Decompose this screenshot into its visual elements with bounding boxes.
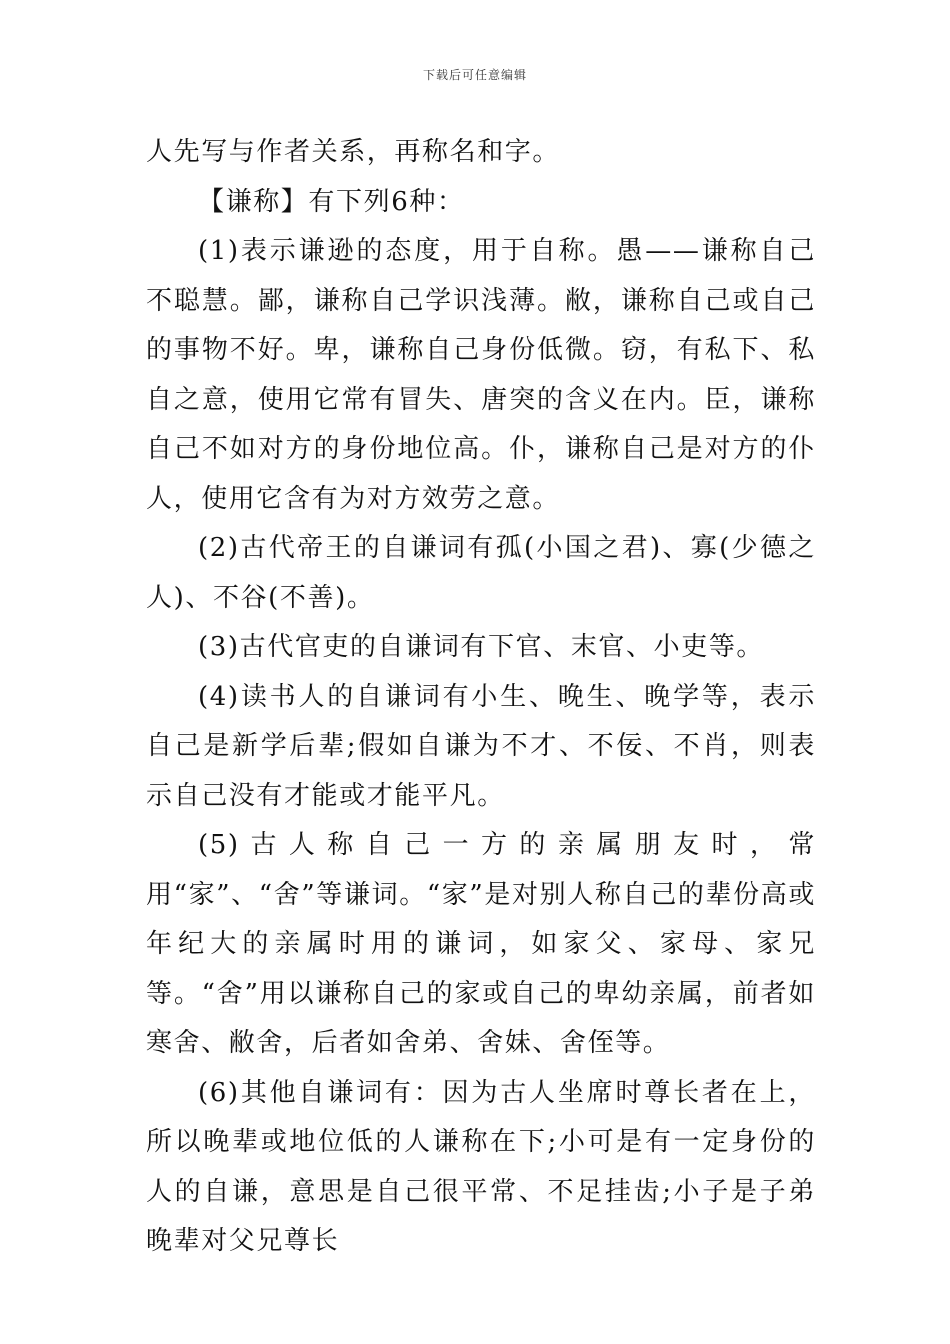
paragraph-item-1: (1)表示谦逊的态度，用于自称。愚——谦称自己不聪慧。鄙，谦称自己学识浅薄。敝，谦称自己或自己的事物不好。卑，谦称自己身份低微。窃，有私下、私自之意，使用它常有冒失、唐突的含义在内。臣，谦称自己不如对方的身份地位高。仆，谦称自己是对方的仆人，使用它含有为对方效劳之意。 — [146, 236, 816, 514]
document-body — [146, 128, 816, 1267]
paragraph-item-3: (3)古代官吏的自谦词有下官、末官、小吏等。 — [198, 632, 765, 662]
paragraph-item-2: (2)古代帝王的自谦词有孤(小国之君)、寡(少德之人)、不谷(不善)。 — [146, 533, 816, 613]
paragraph-continuation: 人先写与作者关系，再称名和字。 — [146, 137, 561, 167]
paragraph-item-6: (6)其他自谦词有：因为古人坐席时尊长者在上，所以晚辈或地位低的人谦称在下;小可是有一定身份的人的自谦，意思是自己很平常、不足挂齿;小子是子弟晚辈对父兄尊长 — [146, 1077, 816, 1256]
paragraph-section-heading: 【谦称】有下列6种： — [198, 186, 465, 217]
paragraph-item-5: (5)古人称自己一方的亲属朋友时，常用“家”、“舍”等谦词。“家”是对别人称自己的辈份高或年纪大的亲属时用的谦词，如家父、家母、家兄等。“舍”用以谦称自己的家或自己的卑幼亲属，前者如寒舍、敝舍，后者如舍弟、舍妹、舍侄等。 — [146, 830, 816, 1058]
page-header: 下载后可任意编辑 — [422, 68, 527, 82]
paragraph-item-4: (4)读书人的自谦词有小生、晚生、晚学等，表示自己是新学后辈;假如自谦为不才、不佞、不肖，则表示自己没有才能或才能平凡。 — [146, 681, 816, 811]
